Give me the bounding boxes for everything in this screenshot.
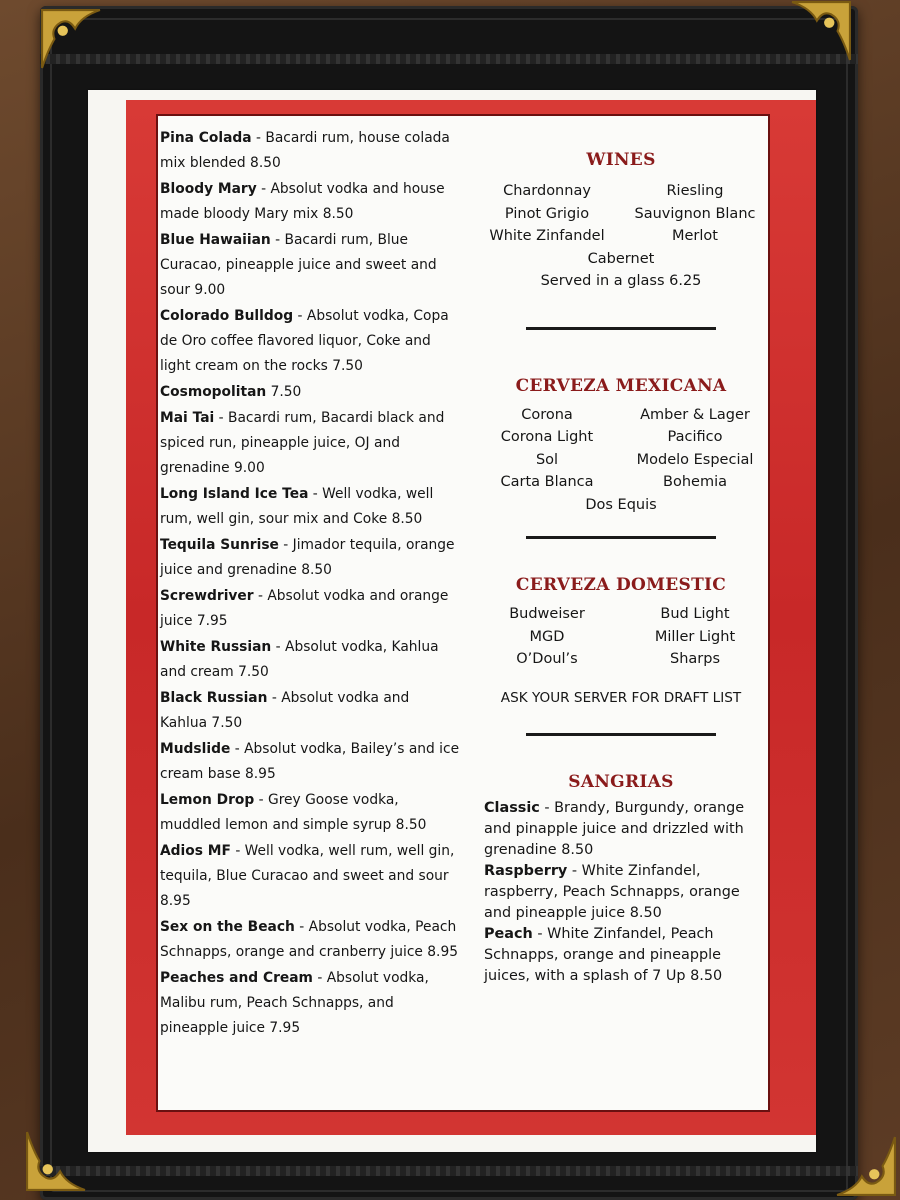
list-item: Merlot	[672, 228, 718, 244]
list-item: Corona Light	[500, 429, 594, 445]
sangria-name: Peach	[484, 926, 533, 942]
list-item	[484, 798, 762, 861]
drink-description: - Bacardi rum, Bacardi black and spiced run, pineapple juice, OJ and grenadine 9.00	[160, 410, 445, 476]
gold-corner-icon	[25, 1130, 87, 1192]
list-item	[160, 915, 460, 965]
list-item: Amber & Lager	[640, 406, 750, 423]
gold-corner-icon	[835, 1135, 897, 1197]
draft-list-note: ASK YOUR SERVER FOR DRAFT LIST	[500, 689, 742, 706]
list-item	[160, 380, 460, 405]
list-item	[484, 861, 762, 924]
list-item: Pinot Grigio	[504, 205, 590, 222]
list-item: Bohemia	[663, 474, 727, 490]
list-item: Corona	[521, 406, 573, 423]
list-item: O’Doul’s	[516, 651, 578, 667]
drink-description: - Absolut vodka, Copa de Oro coffee flavored liquor, Coke and light cream on the rocks 7.50	[160, 308, 449, 374]
drink-name: Peaches and Cream	[160, 970, 313, 986]
list-item: Pacifico	[667, 429, 723, 445]
list-item: Budweiser	[509, 606, 585, 622]
drink-name: Bloody Mary	[160, 181, 257, 197]
drink-name: Long Island Ice Tea	[160, 486, 309, 502]
list-item	[160, 966, 460, 1041]
sangria-description: - White Zinfandel, raspberry, Peach Schnapps, orange and pineapple juice 8.50	[484, 863, 740, 921]
list-item: Carta Blanca	[500, 474, 594, 490]
list-item	[160, 228, 460, 303]
section-title-cerveza-mexicana: CERVEZA MEXICANA	[515, 375, 727, 396]
list-item	[160, 177, 460, 227]
list-item	[160, 406, 460, 481]
mexican-beer-list	[476, 404, 766, 494]
list-item	[160, 533, 460, 583]
drink-description: - Absolut vodka, Peach Schnapps, orange and cranberry juice 8.95	[160, 919, 458, 960]
drink-name: Cosmopolitan	[160, 384, 267, 400]
list-item: Sol	[535, 451, 559, 468]
gold-corner-icon	[40, 8, 102, 70]
drink-name: Screwdriver	[160, 588, 254, 604]
drink-description: - Absolut vodka, Malibu rum, Peach Schnapps, and pineapple juice 7.95	[160, 970, 429, 1036]
drink-description: - Well vodka, well rum, well gin, sour mix and Coke 8.50	[160, 486, 434, 527]
drink-description: - Grey Goose vodka, muddled lemon and simple syrup 8.50	[160, 792, 427, 833]
drink-description: - Absolut vodka, Kahlua and cream 7.50	[160, 639, 439, 680]
list-item	[160, 839, 460, 914]
list-item: White Zinfandel	[489, 228, 605, 244]
drink-description: - Absolut vodka and house made bloody Mary mix 8.50	[160, 181, 445, 222]
drink-name: Sex on the Beach	[160, 919, 295, 935]
drink-description: - Absolut vodka and Kahlua 7.50	[160, 690, 410, 731]
drink-description: - Absolut vodka and orange juice 7.95	[160, 588, 449, 629]
section-title-cerveza-domestic: CERVEZA DOMESTIC	[515, 575, 727, 595]
list-item: Sharps	[670, 651, 720, 667]
drink-description: - Absolut vodka, Bailey’s and ice cream base 8.95	[160, 741, 460, 782]
list-item	[160, 788, 460, 838]
domestic-beer-list	[476, 603, 766, 671]
sangria-description: - White Zinfandel, Peach Schnapps, orange and pineapple juices, with a splash of 7 Up 8.50	[484, 926, 723, 984]
list-item	[160, 482, 460, 532]
list-item	[160, 584, 460, 634]
drink-description: 7.50	[266, 384, 302, 400]
list-item: Modelo Especial	[636, 451, 754, 468]
drink-name: Blue Hawaiian	[160, 232, 271, 248]
drink-name: Mudslide	[160, 741, 231, 757]
list-item: Miller Light	[654, 628, 736, 645]
sangria-name: Raspberry	[484, 863, 568, 879]
holder-stitching-top	[40, 54, 858, 64]
drink-name: White Russian	[160, 639, 272, 655]
drink-description: - Bacardi rum, Blue Curacao, pineapple juice and sweet and sour 9.00	[160, 232, 437, 298]
list-item: MGD	[529, 628, 565, 645]
wine-list	[476, 180, 766, 248]
section-title-sangrias: SANGRIAS	[568, 772, 674, 792]
drink-name: Adios MF	[160, 843, 231, 859]
list-item	[160, 304, 460, 379]
drink-name: Black Russian	[160, 690, 268, 706]
list-item	[160, 686, 460, 736]
drink-description: - Jimador tequila, orange juice and grenadine 8.50	[160, 537, 455, 578]
list-item	[484, 924, 762, 987]
list-item	[160, 126, 460, 176]
drink-name: Colorado Bulldog	[160, 308, 294, 324]
list-item	[160, 635, 460, 685]
drink-name: Lemon Drop	[160, 792, 255, 808]
holder-stitching-bottom	[40, 1166, 858, 1176]
gold-corner-icon	[790, 0, 852, 62]
list-item	[160, 737, 460, 787]
drink-name: Mai Tai	[160, 410, 215, 426]
sangria-description: - Brandy, Burgundy, orange and pinapple juice and drizzled with grenadine 8.50	[484, 800, 745, 858]
drink-description: - Well vodka, well rum, well gin, tequila, Blue Curacao and sweet and sour 8.95	[160, 843, 455, 909]
list-item: Chardonnay	[503, 183, 591, 199]
cocktail-list	[160, 126, 460, 1042]
drink-name: Tequila Sunrise	[160, 537, 279, 553]
drink-description: - Bacardi rum, house colada mix blended 8.50	[160, 130, 450, 171]
list-item: Riesling	[666, 183, 724, 199]
list-item: Sauvignon Blanc	[634, 205, 756, 222]
drinks-right-column	[476, 150, 766, 987]
list-item: Dos Equis	[585, 496, 657, 513]
wine-price-note: Served in a glass 6.25	[540, 273, 702, 289]
sangria-name: Classic	[484, 800, 540, 816]
list-item: Bud Light	[660, 606, 730, 622]
drink-name: Pina Colada	[160, 130, 252, 146]
list-item: Cabernet	[587, 250, 655, 267]
section-title-wines: WINES	[586, 150, 656, 170]
